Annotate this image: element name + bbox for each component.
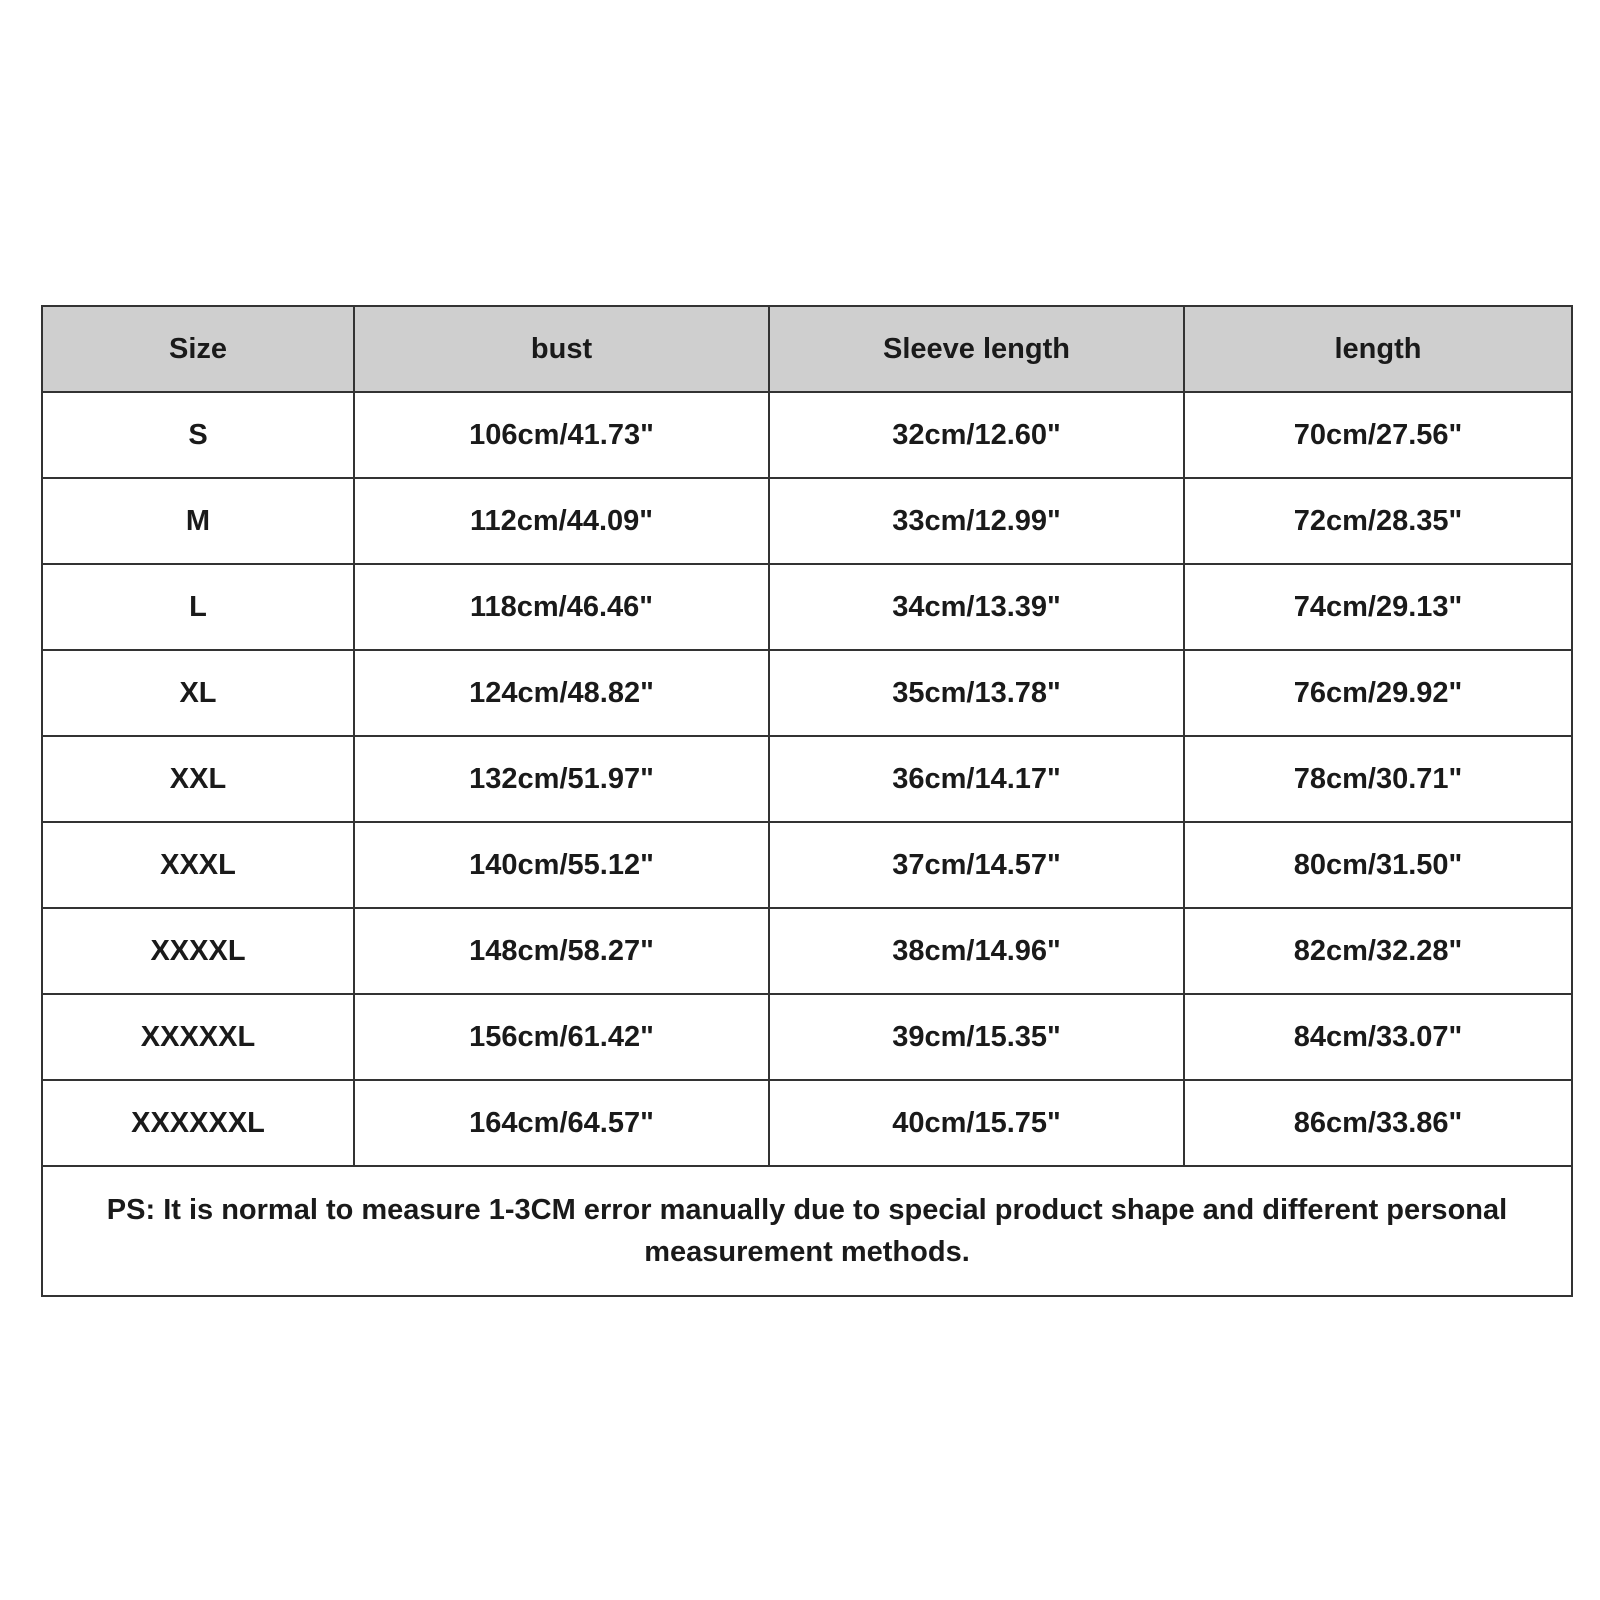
cell-bust: 132cm/51.97" (354, 736, 769, 822)
cell-sleeve-length: 40cm/15.75" (769, 1080, 1184, 1166)
cell-length: 74cm/29.13" (1184, 564, 1572, 650)
header-size: Size (42, 306, 354, 392)
measurement-note: PS: It is normal to measure 1-3CM error manually due to special product shape and different personal measurement methods. (42, 1166, 1572, 1296)
cell-sleeve-length: 34cm/13.39" (769, 564, 1184, 650)
cell-length: 72cm/28.35" (1184, 478, 1572, 564)
size-chart-table (41, 305, 1573, 1297)
cell-bust: 156cm/61.42" (354, 994, 769, 1080)
cell-sleeve-length: 33cm/12.99" (769, 478, 1184, 564)
cell-size: XL (42, 650, 354, 736)
table-row (42, 1080, 1572, 1166)
header-length: length (1184, 306, 1572, 392)
cell-bust: 164cm/64.57" (354, 1080, 769, 1166)
table-row (42, 650, 1572, 736)
cell-bust: 112cm/44.09" (354, 478, 769, 564)
cell-size: XXXL (42, 822, 354, 908)
table-row (42, 822, 1572, 908)
cell-size: XXXXXL (42, 994, 354, 1080)
cell-bust: 118cm/46.46" (354, 564, 769, 650)
cell-size: L (42, 564, 354, 650)
cell-length: 80cm/31.50" (1184, 822, 1572, 908)
size-chart-body (42, 392, 1572, 1166)
cell-length: 82cm/32.28" (1184, 908, 1572, 994)
cell-size: XXXXXXL (42, 1080, 354, 1166)
note-row (42, 1166, 1572, 1296)
cell-sleeve-length: 38cm/14.96" (769, 908, 1184, 994)
cell-size: XXXXL (42, 908, 354, 994)
cell-bust: 148cm/58.27" (354, 908, 769, 994)
cell-length: 70cm/27.56" (1184, 392, 1572, 478)
cell-sleeve-length: 35cm/13.78" (769, 650, 1184, 736)
size-chart-header (42, 306, 1572, 392)
cell-length: 86cm/33.86" (1184, 1080, 1572, 1166)
table-row (42, 392, 1572, 478)
header-sleeve-length: Sleeve length (769, 306, 1184, 392)
header-row (42, 306, 1572, 392)
cell-length: 76cm/29.92" (1184, 650, 1572, 736)
cell-size: XXL (42, 736, 354, 822)
table-row (42, 908, 1572, 994)
cell-sleeve-length: 36cm/14.17" (769, 736, 1184, 822)
cell-bust: 106cm/41.73" (354, 392, 769, 478)
table-row (42, 736, 1572, 822)
cell-sleeve-length: 37cm/14.57" (769, 822, 1184, 908)
cell-bust: 124cm/48.82" (354, 650, 769, 736)
cell-size: S (42, 392, 354, 478)
size-chart-footer (42, 1166, 1572, 1296)
cell-length: 84cm/33.07" (1184, 994, 1572, 1080)
cell-bust: 140cm/55.12" (354, 822, 769, 908)
cell-size: M (42, 478, 354, 564)
cell-length: 78cm/30.71" (1184, 736, 1572, 822)
cell-sleeve-length: 32cm/12.60" (769, 392, 1184, 478)
table-row (42, 564, 1572, 650)
cell-sleeve-length: 39cm/15.35" (769, 994, 1184, 1080)
table-row (42, 994, 1572, 1080)
header-bust: bust (354, 306, 769, 392)
table-row (42, 478, 1572, 564)
